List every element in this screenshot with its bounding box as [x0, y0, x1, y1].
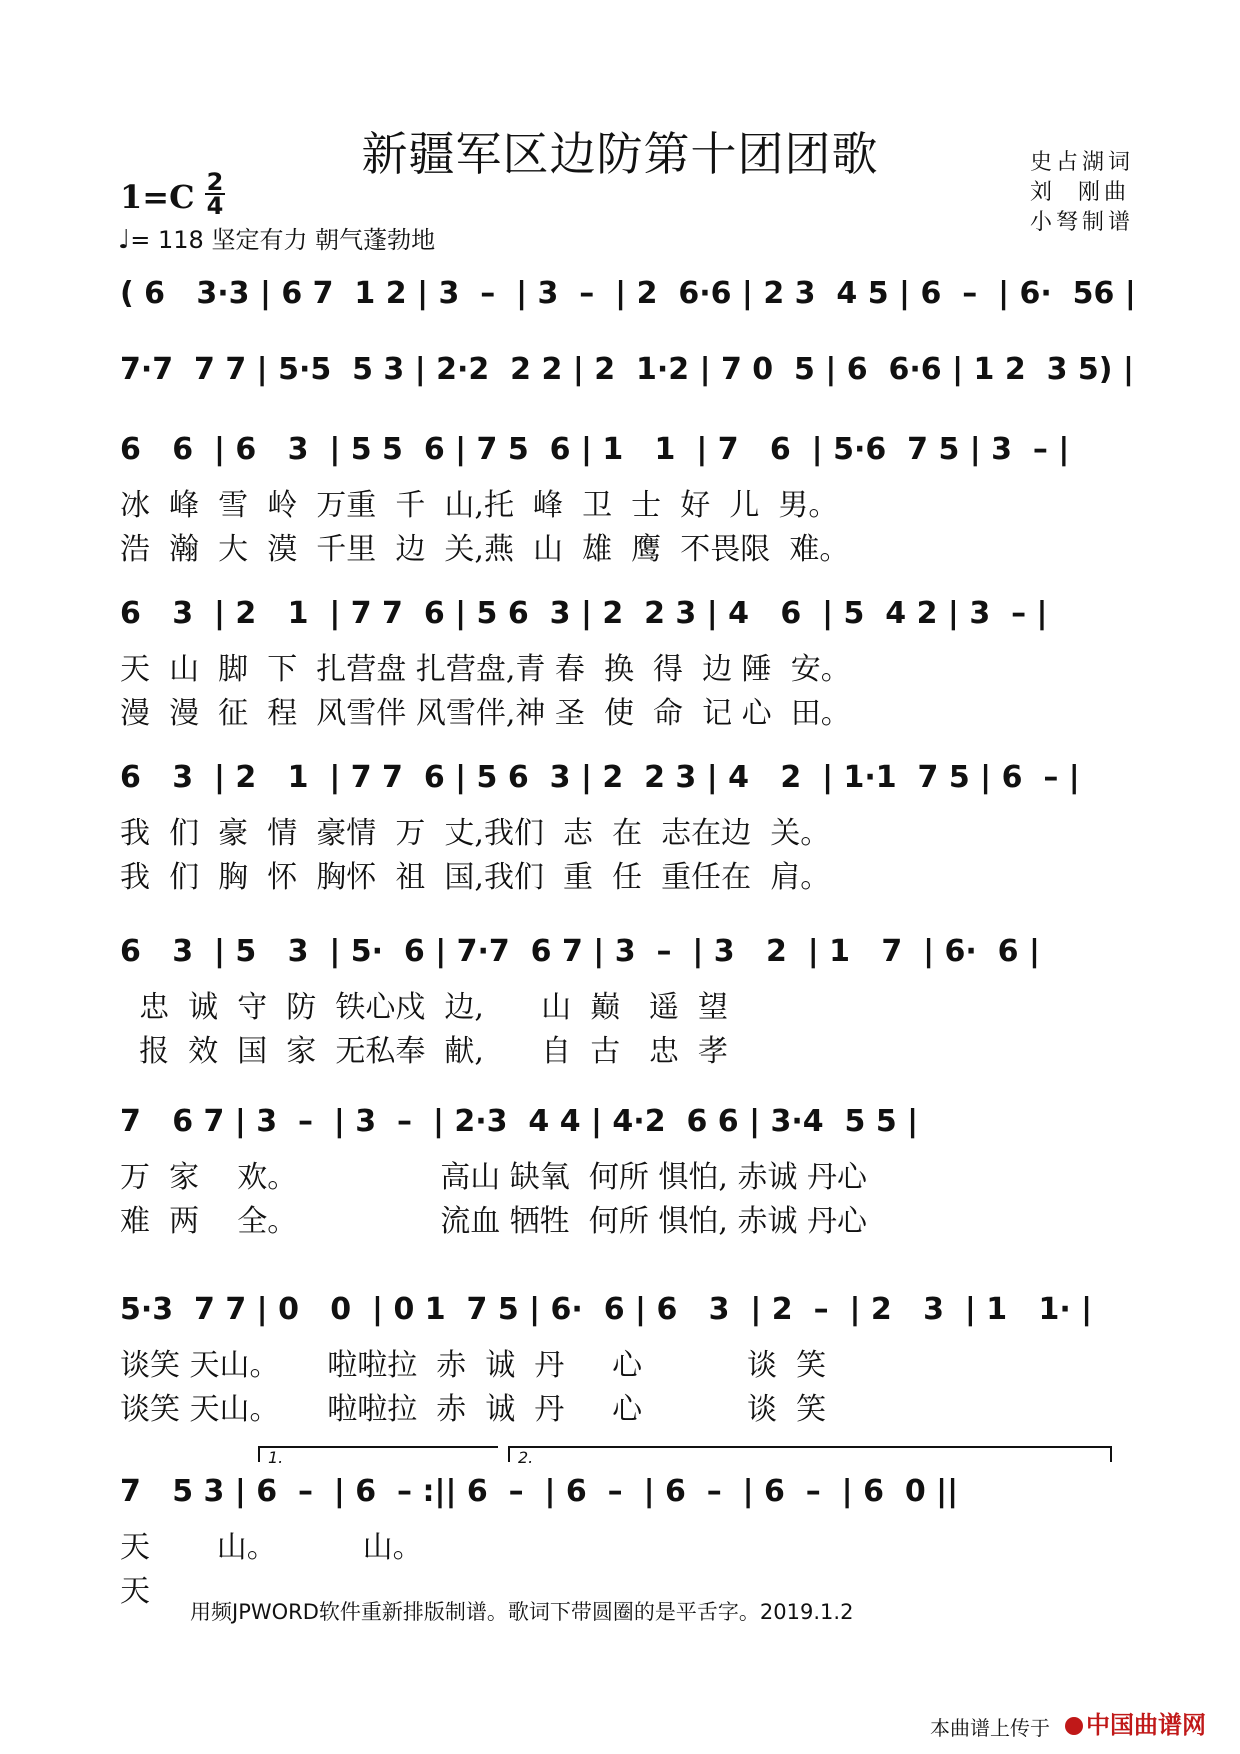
- lyric-verse-1: 谈笑 天山。 啦啦拉 赤 诚 丹 心 谈 笑: [120, 1348, 827, 1383]
- song-title: 新疆军区边防第十团团歌: [361, 127, 879, 181]
- tempo-expression: 坚定有力 朝气蓬勃地: [211, 226, 436, 254]
- notation-line: 6 6 | 6 3 | 5 5 6 | 7 5 6 | 1 1 | 7 6 | 5·6 7 5 | 3 – |: [120, 432, 1070, 467]
- upload-text: 本曲谱上传于: [930, 1716, 1050, 1740]
- transcriber-credit: 小弩制谱: [1030, 210, 1135, 235]
- time-signature-top: 2: [206, 168, 224, 196]
- tempo-marking: [118, 220, 435, 255]
- volta-bracket-2: [508, 1446, 1112, 1467]
- volta-label-1: 1.: [268, 1448, 284, 1467]
- lyric-verse-2: 天: [120, 1574, 150, 1609]
- lyric-verse-2: 报 效 国 家 无私奉 献, 自 古 忠 孝: [120, 1034, 728, 1069]
- lyric-verse-2: 浩 瀚 大 漠 千里 边 关,燕 山 雄 鹰 不畏限 难。: [120, 532, 850, 567]
- lyric-verse-1: 忠 诚 守 防 铁心戍 边, 山 巅 遥 望: [120, 990, 728, 1025]
- notation-line: 7 5 3 | 6 – | 6 – :|| 6 – | 6 – | 6 – | 6 – | 6 0 ||: [120, 1474, 959, 1509]
- lyric-verse-1: 天 山 脚 下 扎营盘 扎营盘,青 春 换 得 边 陲 安。: [120, 652, 851, 687]
- logo-text: 中国曲谱网: [1086, 1711, 1206, 1739]
- site-logo: [1065, 1705, 1206, 1740]
- lyric-verse-1: 天 山。 山。: [120, 1530, 423, 1565]
- tempo-value: = 118: [130, 226, 204, 254]
- credits: [1030, 148, 1134, 238]
- lyric-verse-1: 万 家 欢。 高山 缺氧 何所 惧怕, 赤诚 丹心: [120, 1160, 868, 1195]
- key-signature: 1=C: [120, 178, 195, 216]
- notation-line: ( 6 3·3 | 6 7 1 2 | 3 – | 3 – | 2 6·6 | 2 3 4 5 | 6 – | 6· 56 |: [120, 276, 1136, 311]
- lyric-verse-2: 漫 漫 征 程 风雪伴 风雪伴,神 圣 使 命 记 心 田。: [120, 696, 851, 731]
- quarter-note-icon: ♩: [118, 225, 131, 255]
- lyric-verse-2: 难 两 全。 流血 牺牲 何所 惧怕, 赤诚 丹心: [120, 1204, 868, 1239]
- notation-line: 6 3 | 2 1 | 7 7 6 | 5 6 3 | 2 2 3 | 4 6 | 5 4 2 | 3 – |: [120, 596, 1048, 631]
- notation-line: 5·3 7 7 | 0 0 | 0 1 7 5 | 6· 6 | 6 3 | 2 – | 2 3 | 1 1· |: [120, 1292, 1093, 1327]
- notation-line: 6 3 | 5 3 | 5· 6 | 7·7 6 7 | 3 – | 3 2 | 1 7 | 6· 6 |: [120, 934, 1040, 969]
- lyric-verse-1: 我 们 豪 情 豪情 万 丈,我们 志 在 志在边 关。: [120, 816, 831, 851]
- time-signature: [205, 168, 225, 220]
- logo-icon: [1065, 1717, 1083, 1735]
- lyric-verse-1: 冰 峰 雪 岭 万重 千 山,托 峰 卫 士 好 儿 男。: [120, 488, 839, 523]
- notation-line: 7·7 7 7 | 5·5 5 3 | 2·2 2 2 | 2 1·2 | 7 0 5 | 6 6·6 | 1 2 3 5) |: [120, 352, 1134, 387]
- lyric-verse-2: 谈笑 天山。 啦啦拉 赤 诚 丹 心 谈 笑: [120, 1392, 827, 1427]
- lyricist-credit: 史占湖词: [1030, 150, 1135, 175]
- footnote: 用频JPWORD软件重新排版制谱。歌词下带圆圈的是平舌字。2019.1.2: [190, 1600, 854, 1624]
- composer-credit: 刘 刚曲: [1030, 180, 1130, 205]
- notation-line: 6 3 | 2 1 | 7 7 6 | 5 6 3 | 2 2 3 | 4 2 | 1·1 7 5 | 6 – |: [120, 760, 1080, 795]
- time-signature-bottom: 4: [206, 192, 224, 220]
- notation-line: 7 6 7 | 3 – | 3 – | 2·3 4 4 | 4·2 6 6 | 3·4 5 5 |: [120, 1104, 919, 1139]
- lyric-verse-2: 我 们 胸 怀 胸怀 祖 国,我们 重 任 重任在 肩。: [120, 860, 831, 895]
- volta-bracket-1: [258, 1446, 498, 1467]
- volta-label-2: 2.: [518, 1448, 534, 1467]
